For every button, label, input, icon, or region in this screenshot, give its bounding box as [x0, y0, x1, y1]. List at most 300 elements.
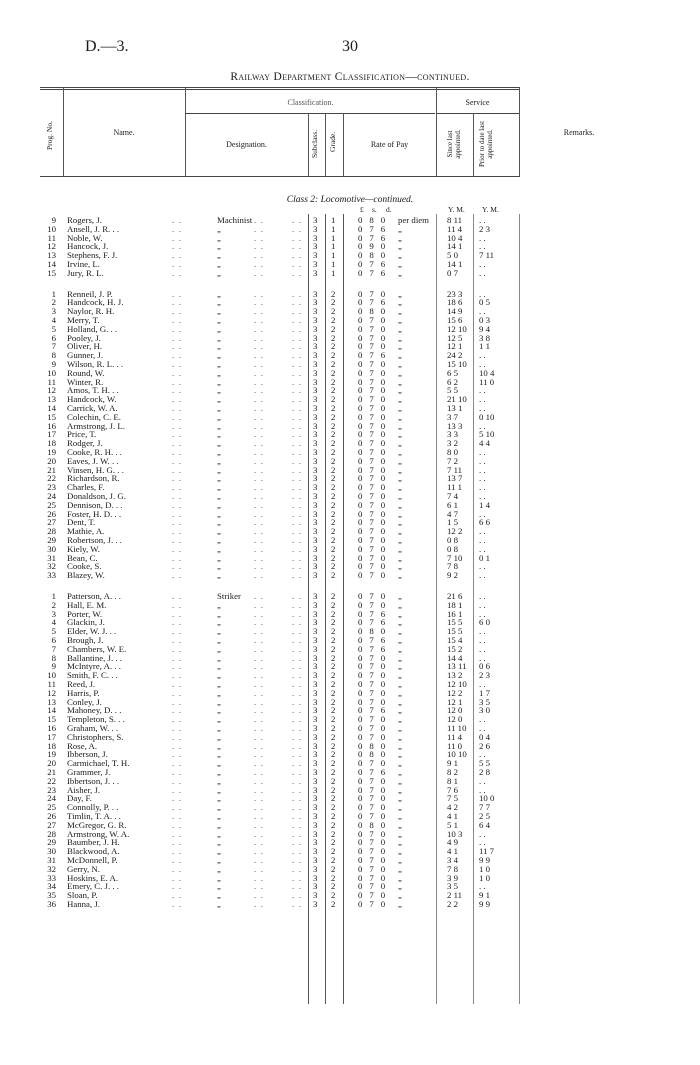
service-since-last: 5 0: [447, 250, 458, 261]
grade: 2: [331, 288, 336, 299]
row-number: 15: [47, 411, 56, 422]
designation: „: [217, 802, 221, 813]
row-number: 6: [51, 635, 56, 645]
service-prior: 1 0: [479, 872, 490, 883]
row-number: 9: [51, 215, 56, 225]
employee-name: Baumber, J. H.: [67, 837, 120, 848]
pay-period: „: [398, 323, 402, 334]
service-prior: . .: [479, 215, 486, 225]
unit-pounds: £: [360, 205, 364, 214]
leader-dots: . .: [254, 837, 265, 848]
subclass: 3: [313, 758, 318, 769]
leader-dots: . .: [172, 687, 183, 698]
row-number: 16: [47, 723, 56, 733]
leader-dots: . .: [292, 846, 303, 857]
table-row: [0, 545, 700, 554]
leader-dots: . .: [292, 267, 303, 278]
employee-name: Stephens, F. J.: [67, 250, 118, 261]
header-grade: Grade.: [328, 131, 337, 152]
service-prior: 0 4: [479, 731, 490, 742]
leader-dots: . .: [292, 652, 303, 663]
service-since-last: 3 7: [447, 411, 458, 422]
grade: 2: [331, 438, 336, 449]
employee-name: Hancock, J.: [67, 241, 109, 252]
leader-dots: . .: [254, 223, 265, 234]
subclass: 3: [313, 608, 318, 619]
pay-period: „: [398, 740, 402, 751]
leader-dots: . .: [172, 411, 183, 422]
subclass: 3: [313, 359, 318, 369]
grade: 2: [331, 899, 336, 909]
service-prior: . .: [479, 447, 486, 457]
rate-of-pay: 0 7 0: [358, 811, 388, 821]
leader-dots: . .: [254, 855, 265, 865]
pay-period: „: [398, 420, 402, 431]
service-since-last: 3 3: [447, 429, 458, 440]
subclass: 3: [313, 297, 318, 308]
row-number: 3: [51, 608, 56, 619]
leader-dots: . .: [172, 643, 183, 654]
row-number: 28: [47, 828, 56, 839]
pay-period: „: [398, 259, 402, 269]
leader-dots: . .: [254, 447, 265, 457]
service-since-last: 18 6: [447, 297, 463, 308]
pay-period: „: [398, 758, 402, 769]
pay-period: „: [398, 288, 402, 299]
row-number: 27: [47, 517, 56, 528]
leader-dots: . .: [254, 376, 265, 387]
designation: „: [217, 570, 221, 581]
leader-dots: . .: [172, 267, 183, 278]
row-number: 26: [47, 811, 56, 821]
leader-dots: . .: [292, 881, 303, 892]
grade: 2: [331, 570, 336, 581]
designation: „: [217, 376, 221, 387]
leader-dots: . .: [292, 241, 303, 252]
grade: 2: [331, 535, 336, 545]
rate-of-pay: 0 7 0: [358, 881, 388, 892]
leader-dots: . .: [172, 232, 183, 243]
table-row: [0, 510, 700, 519]
leader-dots: . .: [172, 617, 183, 628]
unit-ym-since: Y. M.: [448, 205, 465, 214]
designation: „: [217, 740, 221, 751]
designation: Machinist: [217, 215, 253, 225]
service-prior: 9 9: [479, 899, 490, 909]
employee-name: Rodger, J.: [67, 438, 103, 449]
leader-dots: . .: [254, 570, 265, 581]
leader-dots: . .: [172, 890, 183, 901]
service-since-last: 0 8: [447, 543, 458, 554]
employee-name: Noble, W.: [67, 232, 103, 243]
leader-dots: . .: [172, 332, 183, 343]
pay-period: „: [398, 652, 402, 663]
leader-dots: . .: [292, 359, 303, 369]
leader-dots: . .: [292, 626, 303, 637]
rate-of-pay: 0 7 0: [358, 473, 388, 484]
service-prior: . .: [479, 420, 486, 431]
leader-dots: . .: [292, 890, 303, 901]
service-since-last: 7 2: [447, 455, 458, 466]
leader-dots: . .: [254, 890, 265, 901]
subclass: 3: [313, 367, 318, 378]
leader-dots: . .: [292, 828, 303, 839]
leader-dots: . .: [172, 837, 183, 848]
pay-period: „: [398, 802, 402, 813]
grade: 2: [331, 552, 336, 563]
pay-period: „: [398, 731, 402, 742]
row-number: 7: [51, 643, 56, 654]
leader-dots: . .: [254, 482, 265, 493]
rate-of-pay: 0 7 0: [358, 491, 388, 501]
leader-dots: . .: [254, 802, 265, 813]
employee-name: Patterson, A. . .: [67, 591, 122, 601]
leader-dots: . .: [254, 740, 265, 751]
leader-dots: . .: [292, 250, 303, 261]
leader-dots: . .: [172, 767, 183, 777]
leader-dots: . .: [254, 297, 265, 308]
subclass: 3: [313, 837, 318, 848]
grade: 2: [331, 626, 336, 637]
pay-period: „: [398, 223, 402, 234]
subclass: 3: [313, 872, 318, 883]
leader-dots: . .: [254, 784, 265, 795]
pay-period: „: [398, 376, 402, 387]
pay-period: „: [398, 679, 402, 689]
leader-dots: . .: [172, 367, 183, 378]
row-number: 14: [47, 403, 56, 413]
rate-of-pay: 0 7 0: [358, 731, 388, 742]
pay-period: „: [398, 385, 402, 396]
pay-period: „: [398, 232, 402, 243]
leader-dots: . .: [172, 863, 183, 874]
pay-period: per diem: [398, 215, 430, 225]
table-row: [0, 422, 700, 431]
pay-period: „: [398, 341, 402, 352]
leader-dots: . .: [172, 802, 183, 813]
table-row: [0, 733, 700, 742]
employee-name: Mathie, A.: [67, 526, 105, 537]
leader-dots: . .: [292, 687, 303, 698]
designation: „: [217, 837, 221, 848]
pay-period: „: [398, 793, 402, 804]
service-since-last: 14 1: [447, 241, 463, 252]
designation: „: [217, 411, 221, 422]
employee-name: Sloan, P.: [67, 890, 98, 901]
service-prior: . .: [479, 306, 486, 317]
grade: 2: [331, 385, 336, 396]
employee-name: Dennison, D. . .: [67, 499, 123, 510]
employee-name: Ibbertson, J. . .: [67, 775, 120, 786]
leader-dots: . .: [172, 535, 183, 545]
service-since-last: 15 2: [447, 643, 463, 654]
designation: Striker: [217, 591, 241, 601]
designation: „: [217, 687, 221, 698]
service-prior: 9 1: [479, 890, 490, 901]
header-bottom-rule: [40, 176, 520, 177]
service-prior: 1 0: [479, 863, 490, 874]
employee-name: Winter, R.: [67, 376, 104, 387]
leader-dots: . .: [292, 731, 303, 742]
service-prior: 5 10: [479, 429, 495, 440]
subclass: 3: [313, 491, 318, 501]
unit-ym-prior: Y. M.: [482, 205, 499, 214]
grade: 2: [331, 482, 336, 493]
subclass: 3: [313, 740, 318, 751]
table-row: [0, 777, 700, 786]
grade: 2: [331, 517, 336, 528]
grade: 2: [331, 749, 336, 760]
service-prior: 2 3: [479, 223, 490, 234]
rate-of-pay: 0 7 0: [358, 482, 388, 493]
employee-name: Naylor, R. H.: [67, 306, 115, 317]
leader-dots: . .: [292, 341, 303, 352]
employee-name: Wilson, R. L. . .: [67, 359, 124, 369]
pay-period: „: [398, 403, 402, 413]
service-since-last: 12 2: [447, 687, 463, 698]
subclass: 3: [313, 411, 318, 422]
subclass: 3: [313, 561, 318, 572]
row-number: 9: [51, 359, 56, 369]
leader-dots: . .: [172, 288, 183, 299]
leader-dots: . .: [292, 696, 303, 707]
employee-name: Carrick, W. A.: [67, 403, 118, 413]
leader-dots: . .: [254, 617, 265, 628]
leader-dots: . .: [172, 705, 183, 716]
designation: „: [217, 731, 221, 742]
subclass: 3: [313, 341, 318, 352]
service-since-last: 0 7: [447, 267, 458, 278]
service-since-last: 18 1: [447, 599, 463, 610]
employee-name: Armstrong, J. L.: [67, 420, 125, 431]
service-prior: . .: [479, 535, 486, 545]
pay-period: „: [398, 767, 402, 777]
table-row: [0, 369, 700, 378]
rate-of-pay: 0 7 0: [358, 758, 388, 769]
leader-dots: . .: [254, 429, 265, 440]
rate-of-pay: 0 7 0: [358, 438, 388, 449]
table-row: [0, 562, 700, 571]
leader-dots: . .: [172, 696, 183, 707]
subclass: 3: [313, 855, 318, 865]
grade: 2: [331, 811, 336, 821]
row-number: 19: [47, 447, 56, 457]
header-prior-to-date: [478, 118, 494, 170]
subclass: 3: [313, 661, 318, 672]
leader-dots: . .: [172, 323, 183, 334]
leader-dots: . .: [292, 323, 303, 334]
service-since-last: 12 5: [447, 332, 463, 343]
leader-dots: . .: [292, 420, 303, 431]
pay-period: „: [398, 591, 402, 601]
service-since-last: 9 2: [447, 570, 458, 581]
subclass: 3: [313, 394, 318, 405]
row-number: 30: [47, 543, 56, 554]
grade: 2: [331, 643, 336, 654]
grade: 2: [331, 394, 336, 405]
service-prior: . .: [479, 652, 486, 663]
pay-period: „: [398, 561, 402, 572]
pay-period: „: [398, 508, 402, 519]
row-number: 22: [47, 775, 56, 786]
leader-dots: . .: [172, 491, 183, 501]
leader-dots: . .: [292, 802, 303, 813]
class-heading: Class 2: Locomotive—continued.: [286, 195, 414, 205]
leader-dots: . .: [292, 232, 303, 243]
grade: 2: [331, 591, 336, 601]
leader-dots: . .: [254, 411, 265, 422]
employee-name: Graham, W. . .: [67, 723, 119, 733]
service-since-last: 3 2: [447, 438, 458, 449]
pay-period: „: [398, 438, 402, 449]
designation: „: [217, 447, 221, 457]
leader-dots: . .: [172, 341, 183, 352]
leader-dots: . .: [292, 508, 303, 519]
header-subclass: Subclass.: [310, 129, 319, 158]
service-since-last: 8 2: [447, 767, 458, 777]
rate-of-pay: 0 8 0: [358, 215, 388, 225]
grade: 2: [331, 543, 336, 554]
employee-name: Connolly, P. . .: [67, 802, 119, 813]
employee-name: Porter, W.: [67, 608, 103, 619]
pay-period: „: [398, 306, 402, 317]
row-number: 28: [47, 526, 56, 537]
pay-period: „: [398, 499, 402, 510]
leader-dots: . .: [172, 740, 183, 751]
leader-dots: . .: [254, 863, 265, 874]
rate-of-pay: 0 7 0: [358, 561, 388, 572]
leader-dots: . .: [172, 517, 183, 528]
leader-dots: . .: [292, 793, 303, 804]
employee-name: Robertson, J. . .: [67, 535, 122, 545]
leader-dots: . .: [254, 599, 265, 610]
leader-dots: . .: [254, 341, 265, 352]
service-prior: . .: [479, 837, 486, 848]
employee-name: Bean, C.: [67, 552, 98, 563]
leader-dots: . .: [292, 403, 303, 413]
row-number: 33: [47, 872, 56, 883]
grade: 2: [331, 526, 336, 537]
table-row: [0, 900, 700, 909]
leader-dots: . .: [254, 241, 265, 252]
service-since-last: 13 11: [447, 661, 467, 672]
header-name: Name.: [113, 128, 135, 137]
leader-dots: . .: [172, 570, 183, 581]
rate-of-pay: 0 7 0: [358, 376, 388, 387]
employee-name: Armstrong, W. A.: [67, 828, 130, 839]
leader-dots: . .: [292, 438, 303, 449]
row-number: 1: [51, 288, 56, 299]
row-number: 13: [47, 394, 56, 405]
row-number: 12: [47, 687, 56, 698]
leader-dots: . .: [172, 749, 183, 760]
rate-of-pay: 0 7 0: [358, 359, 388, 369]
leader-dots: . .: [292, 758, 303, 769]
leader-dots: . .: [254, 306, 265, 317]
leader-dots: . .: [254, 758, 265, 769]
grade: 2: [331, 652, 336, 663]
designation: „: [217, 508, 221, 519]
service-since-last: 16 1: [447, 608, 463, 619]
designation: „: [217, 341, 221, 352]
pay-period: „: [398, 872, 402, 883]
employee-name: Merry, T.: [67, 315, 100, 325]
designation: „: [217, 359, 221, 369]
subclass: 3: [313, 793, 318, 804]
service-since-last: 13 2: [447, 670, 463, 681]
leader-dots: . .: [292, 591, 303, 601]
header-top-rule: [40, 87, 520, 88]
designation: „: [217, 323, 221, 334]
employee-name: Emery, C. J. . .: [67, 881, 119, 892]
subclass: 3: [313, 599, 318, 610]
subclass: 3: [313, 259, 318, 269]
service-since-last: 7 5: [447, 793, 458, 804]
row-number: 23: [47, 784, 56, 795]
row-number: 18: [47, 740, 56, 751]
subclass: 3: [313, 350, 318, 361]
leader-dots: . .: [254, 232, 265, 243]
designation: „: [217, 643, 221, 654]
grade: 2: [331, 635, 336, 645]
row-number: 5: [51, 323, 56, 334]
grade: 2: [331, 775, 336, 786]
classification-rule: [185, 113, 435, 114]
rate-of-pay: 0 7 0: [358, 784, 388, 795]
employee-name: Ibberson, J.: [67, 749, 108, 760]
service-prior: . .: [479, 881, 486, 892]
service-prior: . .: [479, 403, 486, 413]
row-number: 9: [51, 661, 56, 672]
leader-dots: . .: [292, 332, 303, 343]
table-row: [0, 610, 700, 619]
row-number: 14: [47, 705, 56, 716]
table-row: [0, 269, 700, 278]
subclass: 3: [313, 881, 318, 892]
service-since-last: 5 5: [447, 385, 458, 396]
leader-dots: . .: [254, 881, 265, 892]
subclass: 3: [313, 535, 318, 545]
service-since-last: 24 2: [447, 350, 463, 361]
leader-dots: . .: [172, 591, 183, 601]
leader-dots: . .: [292, 491, 303, 501]
designation: „: [217, 491, 221, 501]
rate-of-pay: 0 7 6: [358, 223, 388, 234]
subclass: 3: [313, 241, 318, 252]
service-prior: . .: [479, 259, 486, 269]
leader-dots: . .: [292, 714, 303, 725]
subclass: 3: [313, 679, 318, 689]
leader-dots: . .: [172, 455, 183, 466]
leader-dots: . .: [292, 723, 303, 733]
service-since-last: 11 4: [447, 223, 463, 234]
table-row: [0, 307, 700, 316]
leader-dots: . .: [254, 775, 265, 786]
pay-period: „: [398, 482, 402, 493]
employee-name: Glackin, J.: [67, 617, 105, 628]
header-service: Service: [465, 98, 490, 107]
pay-period: „: [398, 570, 402, 581]
leader-dots: . .: [172, 464, 183, 475]
service-since-last: 15 10: [447, 359, 467, 369]
table-row: [0, 627, 700, 636]
page-reference: D.—3.: [85, 38, 129, 55]
subclass: 3: [313, 802, 318, 813]
employee-name: Eaves, J. W. . .: [67, 455, 119, 466]
designation: „: [217, 872, 221, 883]
grade: 2: [331, 705, 336, 716]
pay-period: „: [398, 811, 402, 821]
